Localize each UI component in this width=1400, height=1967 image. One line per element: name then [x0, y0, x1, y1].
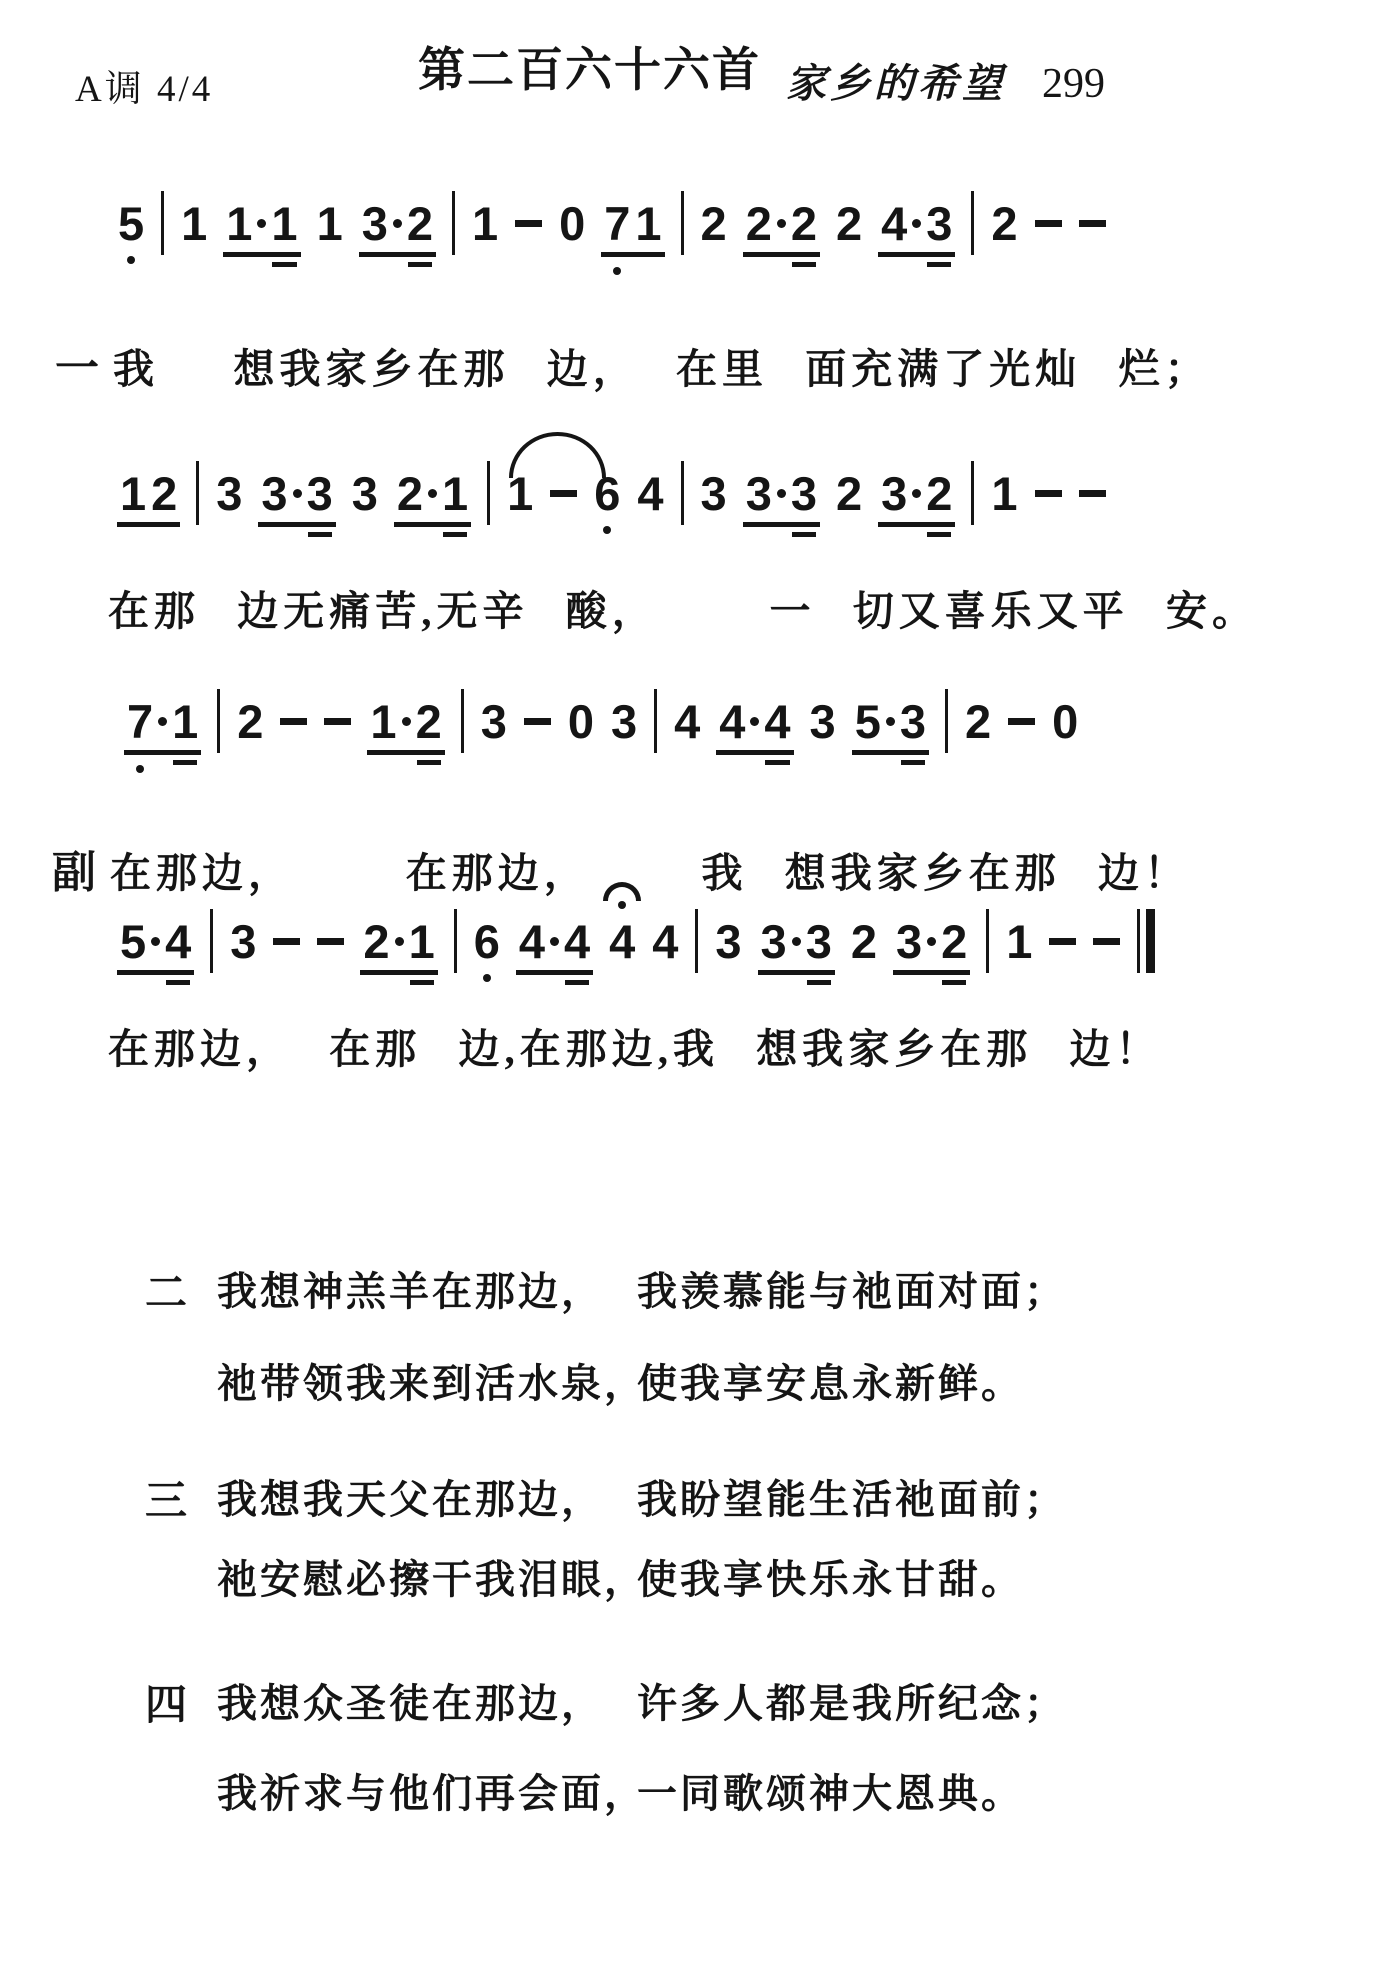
note-digit: 2 — [415, 695, 442, 748]
note-digit: 4 — [518, 915, 545, 968]
beam-group — [395, 467, 470, 520]
final-barline-thick — [1146, 909, 1155, 973]
beam-group — [125, 695, 200, 748]
barline — [461, 689, 464, 753]
hymn-number-title: 第二百六十六首 — [418, 43, 761, 96]
lyric-line-2 — [108, 578, 1258, 637]
note-digit: 3 — [881, 467, 908, 520]
verse-number — [145, 1762, 217, 1819]
note-digit: 1 — [181, 197, 208, 250]
verse-row — [145, 1548, 1024, 1605]
duration-dot — [777, 489, 786, 498]
note-digit: 4 — [609, 915, 636, 968]
dash-extension — [1035, 220, 1062, 227]
note-digit: 3 — [261, 467, 288, 520]
verse-text-left: 我祈求与他们再会面， — [217, 1771, 647, 1816]
note-digit: 1 — [408, 915, 435, 968]
note-digit: 3 — [230, 915, 257, 968]
dash-extension — [515, 220, 542, 227]
note-digit: 4 — [637, 467, 664, 520]
duration-dot — [395, 937, 404, 946]
dash-extension — [1079, 220, 1106, 227]
page-number: 299 — [1042, 61, 1105, 107]
note-digit: 4 — [719, 695, 746, 748]
barline — [454, 909, 457, 973]
beam-group — [717, 695, 792, 748]
barline — [452, 191, 455, 255]
note-digit: 2 — [926, 467, 953, 520]
duration-dot — [293, 489, 302, 498]
note-digit: 2 — [835, 467, 863, 520]
verse-row — [145, 1468, 1067, 1528]
note-digit: 1 — [635, 197, 662, 250]
rest-digit: 0 — [559, 197, 586, 250]
dash-extension — [324, 718, 351, 725]
note-digit: 3 — [809, 695, 836, 748]
note-digit: 5 — [118, 197, 145, 250]
beam-group — [759, 915, 834, 968]
note-digit: 5 — [120, 915, 147, 968]
duration-dot — [750, 717, 759, 726]
beam-group — [118, 915, 193, 968]
beam-group — [853, 695, 928, 748]
beam-group — [894, 915, 969, 968]
verse-row — [145, 1260, 1067, 1320]
verse-text-left: 我想我天父在那边， — [217, 1477, 604, 1522]
note-digit: 3 — [790, 467, 817, 520]
duration-dot — [550, 937, 559, 946]
note-digit: 7 — [604, 197, 631, 250]
dash-extension — [317, 938, 344, 945]
beam-group — [879, 197, 954, 250]
barline — [217, 689, 220, 753]
barline — [971, 191, 974, 255]
note-digit: 1 — [507, 467, 534, 520]
note-digit: 1 — [226, 197, 253, 250]
verse-text-right: 使我享快乐永甘甜。 — [637, 1557, 1024, 1602]
note-digit: 4 — [652, 915, 679, 968]
barline — [487, 461, 490, 525]
note-digit: 2 — [964, 695, 992, 748]
note-digit: 2 — [396, 467, 423, 520]
verse-text-right: 我盼望能生活祂面前； — [637, 1477, 1067, 1522]
duration-dot — [257, 219, 266, 228]
barline — [681, 461, 684, 525]
verse-text-right: 使我享安息永新鲜。 — [637, 1361, 1024, 1406]
dash-extension — [550, 490, 577, 497]
note-digit: 3 — [805, 915, 832, 968]
verse-text-right: 许多人都是我所纪念； — [637, 1681, 1067, 1726]
barline — [971, 461, 974, 525]
note-digit: 4 — [764, 695, 791, 748]
verse-number: 三 — [145, 1479, 188, 1525]
note-digit: 1 — [471, 197, 499, 250]
note-digit: 1 — [271, 197, 298, 250]
beam-group — [118, 467, 179, 520]
note-digit: 6 — [594, 467, 621, 520]
lyric-text: 在那边， 在那 边,在那边,我 想我家乡在那 边！ — [108, 1026, 1162, 1072]
note-digit: 2 — [991, 197, 1018, 250]
note-digit: 3 — [351, 467, 378, 520]
note-digit: 2 — [835, 197, 863, 250]
note-digit: 1 — [172, 695, 199, 748]
note-digit: 4 — [563, 915, 591, 968]
verse-text-left: 我想众圣徒在那边， — [217, 1681, 604, 1726]
lyric-text: 我 想我家乡在那 边， 在里 面充满了光灿 烂； — [113, 346, 1211, 392]
duration-dot — [886, 717, 895, 726]
note-digit: 2 — [406, 197, 433, 250]
note-digit: 2 — [237, 695, 264, 748]
verse-number: 四 — [145, 1683, 188, 1729]
dash-extension — [1049, 938, 1076, 945]
duration-dot — [792, 937, 801, 946]
note-digit: 6 — [473, 915, 500, 968]
barline — [695, 909, 698, 973]
song-title: 家乡的希望 — [786, 61, 1006, 106]
beam-group — [744, 467, 819, 520]
note-digit: 3 — [926, 197, 953, 250]
beam-group — [224, 197, 299, 250]
note-digit: 1 — [370, 695, 397, 748]
beam-group — [259, 467, 334, 520]
barline — [681, 191, 684, 255]
verse-text-right: 我羡慕能与祂面对面； — [637, 1269, 1067, 1314]
verse-row — [145, 1352, 1024, 1409]
note-digit: 3 — [361, 197, 388, 250]
music-line-3 — [125, 695, 1079, 768]
beam-group — [361, 915, 436, 968]
note-digit: 1 — [1006, 915, 1033, 968]
verse-number: 二 — [145, 1271, 188, 1317]
verse-text-left: 我想神羔羊在那边， — [217, 1269, 604, 1314]
note-digit: 1 — [991, 467, 1018, 520]
note-digit: 3 — [306, 467, 333, 520]
verse-number — [145, 1352, 217, 1409]
beam-group — [879, 467, 954, 520]
barline — [161, 191, 164, 255]
duration-dot — [777, 219, 786, 228]
note-digit: 3 — [745, 467, 772, 520]
note-digit: 2 — [790, 197, 817, 250]
barline — [654, 689, 657, 753]
music-line-2 — [118, 467, 1106, 540]
beam-group — [517, 915, 592, 968]
verse-row — [145, 1762, 1024, 1819]
barline — [196, 461, 199, 525]
note-digit: 5 — [854, 695, 881, 748]
note-digit: 2 — [363, 915, 390, 968]
note-digit: 3 — [715, 915, 742, 968]
beam-group — [602, 197, 663, 250]
song-header — [786, 52, 1105, 109]
note-digit: 1 — [316, 197, 343, 250]
barline — [986, 909, 989, 973]
note-digit: 2 — [941, 915, 968, 968]
dash-extension — [1035, 490, 1062, 497]
note-digit: 2 — [700, 197, 727, 250]
dash-extension — [1093, 938, 1120, 945]
duration-dot — [927, 937, 936, 946]
verse-label: 一 — [55, 344, 99, 393]
note-digit: 3 — [216, 467, 243, 520]
note-digit: 3 — [700, 467, 727, 520]
duration-dot — [393, 219, 402, 228]
final-barline — [1137, 909, 1155, 973]
duration-dot — [912, 219, 921, 228]
dash-extension — [280, 718, 307, 725]
final-barline-thin — [1137, 909, 1140, 973]
note-digit: 2 — [745, 197, 772, 250]
dash-extension — [1079, 490, 1106, 497]
dash-extension — [524, 718, 551, 725]
rest-digit: 0 — [567, 695, 594, 748]
verse-row — [145, 1672, 1067, 1732]
note-digit: 3 — [895, 915, 923, 968]
duration-dot — [428, 489, 437, 498]
note-digit: 2 — [850, 915, 877, 968]
duration-dot — [402, 717, 411, 726]
verse-text-left: 祂安慰必擦干我泪眼， — [217, 1557, 647, 1602]
dash-extension — [273, 938, 300, 945]
note-digit: 2 — [151, 467, 178, 520]
barline — [945, 689, 948, 753]
verse-text-left: 祂带领我来到活水泉， — [217, 1361, 647, 1406]
key-time-signature: A调 4/4 — [75, 69, 214, 110]
note-digit: 4 — [165, 915, 192, 968]
note-digit: 1 — [120, 467, 147, 520]
duration-dot — [158, 717, 167, 726]
note-digit: 1 — [441, 467, 469, 520]
note-digit: 3 — [899, 695, 926, 748]
beam-group — [368, 695, 443, 748]
note-digit: 3 — [760, 915, 787, 968]
music-line-4 — [118, 915, 1155, 988]
verse-label: 副 — [52, 848, 96, 897]
lyric-text: 在那边， 在那边， 我 想我家乡在那 边！ — [110, 850, 1190, 896]
verse-text-right: 一同歌颂神大恩典。 — [637, 1771, 1024, 1816]
dash-extension — [1008, 718, 1035, 725]
duration-dot — [151, 937, 160, 946]
note-digit: 4 — [881, 197, 908, 250]
note-digit: 7 — [127, 695, 154, 748]
lyric-line-4 — [108, 1016, 1162, 1075]
rest-digit: 0 — [1052, 695, 1079, 748]
duration-dot — [912, 489, 921, 498]
beam-group — [744, 197, 819, 250]
lyric-line-1 — [55, 332, 1211, 396]
lyric-text: 在那 边无痛苦,无辛 酸， 一 切又喜乐又平 安。 — [108, 588, 1258, 634]
verse-number — [145, 1548, 217, 1605]
beam-group — [360, 197, 435, 250]
tie-group — [507, 467, 621, 520]
music-line-1 — [118, 197, 1106, 270]
note-digit: 4 — [674, 695, 701, 748]
note-digit: 3 — [610, 695, 638, 748]
note-digit: 3 — [480, 695, 507, 748]
barline — [210, 909, 213, 973]
